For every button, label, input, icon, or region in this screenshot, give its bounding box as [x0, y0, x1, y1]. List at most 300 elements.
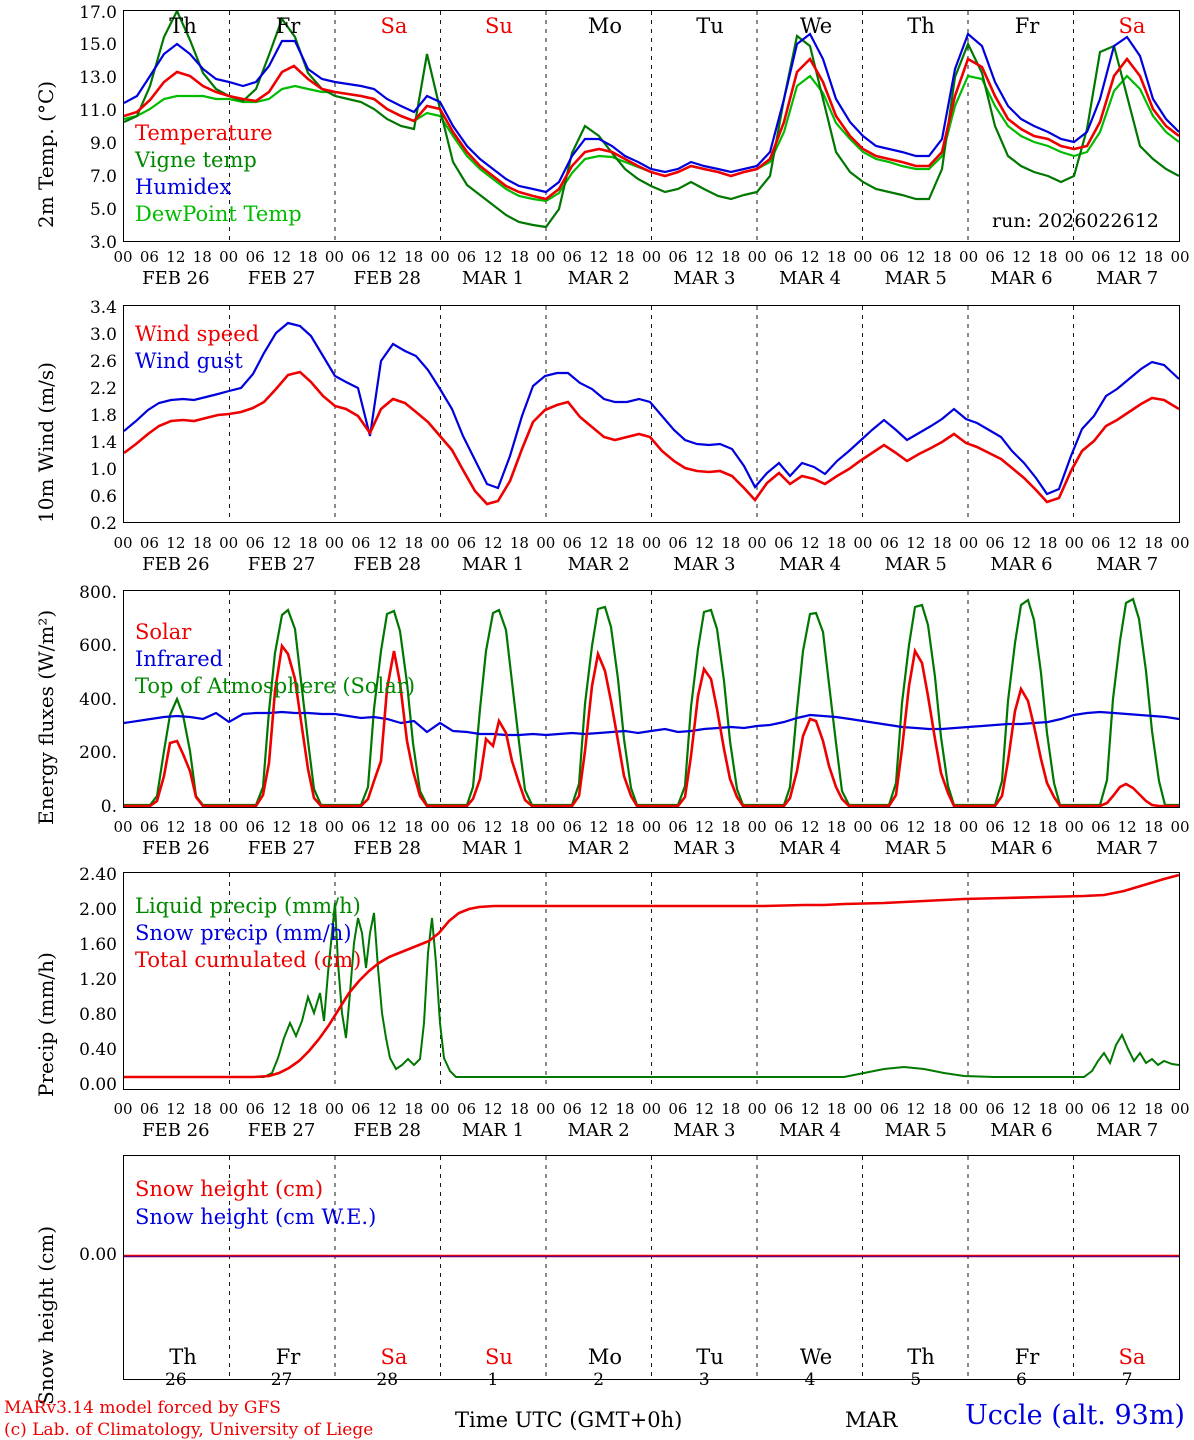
hour-tick: 06 [1091, 1100, 1111, 1118]
legend-infrared: Infrared [135, 647, 224, 671]
hour-tick: 00 [430, 818, 450, 836]
hour-tick: 18 [509, 1100, 529, 1118]
ytick-temp-0: 17.0 [79, 3, 117, 23]
hour-tick: 00 [219, 534, 239, 552]
hour-tick: 06 [879, 534, 899, 552]
hour-tick: 00 [959, 818, 979, 836]
panel-wind [0, 295, 1194, 545]
hour-tick: 12 [589, 534, 609, 552]
date-label: FEB 27 [247, 268, 316, 289]
hour-tick: 12 [1117, 534, 1137, 552]
hour-tick: 06 [774, 248, 794, 266]
hour-tick: 18 [826, 248, 847, 266]
xaxis-precip [0, 1100, 1194, 1140]
hour-tick: 18 [192, 248, 212, 266]
date-label: FEB 26 [142, 268, 210, 289]
date-label: MAR 2 [567, 268, 630, 289]
hour-tick: 18 [404, 818, 424, 836]
hour-tick: 06 [351, 534, 371, 552]
hour-tick: 18 [509, 534, 529, 552]
hour-tick: 12 [483, 248, 503, 266]
hour-tick: 12 [1011, 818, 1031, 836]
hour-tick: 00 [430, 534, 450, 552]
hour-tick: 06 [139, 1100, 159, 1118]
hour-tick: 18 [298, 248, 318, 266]
hour-tick: 18 [721, 534, 741, 552]
ytick-precip-5: 0.40 [79, 1040, 117, 1060]
hour-tick: 06 [985, 818, 1005, 836]
hour-tick: 18 [1144, 534, 1164, 552]
bottom-day-name-9: Sa [1118, 1345, 1146, 1369]
date-label: MAR 7 [1096, 268, 1159, 289]
hour-tick: 00 [1170, 534, 1190, 552]
hour-tick: 12 [1011, 1100, 1031, 1118]
bottom-day-name-1: Fr [275, 1345, 301, 1369]
axis-label-snow: Snow height (cm) [34, 1225, 58, 1405]
ytick-temp-4: 9.0 [89, 134, 117, 154]
ytick-temp-3: 11.0 [79, 101, 117, 121]
hour-tick: 06 [351, 248, 371, 266]
date-label: FEB 28 [353, 268, 421, 289]
hour-tick: 06 [245, 818, 265, 836]
hour-tick: 12 [1011, 534, 1031, 552]
date-label: FEB 28 [353, 838, 421, 859]
ytick-precip-4: 0.80 [79, 1005, 117, 1025]
hour-tick: 12 [694, 534, 714, 552]
panel-temperature [0, 0, 1194, 285]
hour-tick: 00 [641, 1100, 662, 1118]
hour-tick: 00 [959, 248, 979, 266]
ytick-wind-5: 1.4 [89, 433, 117, 453]
hour-tick: 18 [721, 818, 741, 836]
bottom-day-name-4: Mo [587, 1345, 623, 1369]
day-name-7: Th [907, 14, 935, 38]
hour-tick: 18 [404, 248, 424, 266]
hour-tick: 06 [985, 534, 1005, 552]
day-name-9: Sa [1118, 14, 1146, 38]
hour-tick: 00 [959, 1100, 979, 1118]
date-label: FEB 28 [353, 554, 421, 575]
bottom-day-number: 26 [165, 1370, 187, 1390]
hour-tick: 00 [1170, 1100, 1190, 1118]
hour-tick: 00 [1064, 534, 1084, 552]
hour-tick: 12 [800, 1100, 820, 1118]
hour-tick: 18 [1038, 1100, 1058, 1118]
hour-tick: 00 [641, 534, 662, 552]
ytick-temp-1: 15.0 [79, 35, 117, 55]
hour-tick: 00 [324, 818, 344, 836]
panel-snow [0, 1150, 1194, 1405]
hour-tick: 06 [456, 248, 477, 266]
legend-wind-speed: Wind speed [135, 322, 260, 346]
hour-tick: 12 [694, 1100, 714, 1118]
hour-tick: 06 [985, 1100, 1005, 1118]
ytick-temp-2: 13.0 [79, 68, 117, 88]
hour-tick: 12 [589, 248, 609, 266]
axis-label-wind: 10m Wind (m/s) [34, 362, 58, 523]
bottom-day-name-6: We [799, 1345, 833, 1369]
hour-tick: 00 [113, 534, 133, 552]
hour-tick: 06 [245, 248, 265, 266]
hour-tick: 12 [800, 534, 820, 552]
hour-tick: 00 [641, 248, 662, 266]
hour-tick: 12 [589, 818, 609, 836]
bottom-day-name-0: Th [169, 1345, 197, 1369]
hour-tick: 00 [113, 248, 133, 266]
station-label: Uccle (alt. 93m) [965, 1400, 1185, 1431]
hour-tick: 06 [668, 1100, 688, 1118]
hour-tick: 06 [774, 1100, 794, 1118]
hour-tick: 00 [853, 534, 873, 552]
date-label: MAR 1 [461, 554, 525, 575]
ytick-wind-4: 1.8 [89, 406, 117, 426]
hour-tick: 00 [747, 818, 767, 836]
hour-tick: 12 [272, 818, 292, 836]
ytick-precip-0: 2.40 [79, 865, 117, 885]
ytick-wind-0: 3.4 [89, 298, 117, 318]
xaxis-month: MAR [845, 1408, 898, 1432]
date-label: MAR 4 [778, 268, 842, 289]
hour-tick: 18 [826, 534, 847, 552]
hour-tick: 06 [139, 534, 159, 552]
hour-tick: 18 [932, 248, 952, 266]
hour-tick: 12 [377, 818, 397, 836]
xaxis-title: Time UTC (GMT+0h) [455, 1408, 683, 1432]
ytick-wind-7: 0.6 [89, 487, 117, 507]
ytick-precip-3: 1.20 [79, 970, 117, 990]
hour-tick: 06 [562, 534, 582, 552]
date-label: MAR 3 [673, 1120, 736, 1141]
legend-total-cumulated: Total cumulated (cm) [135, 948, 362, 972]
hour-tick: 18 [615, 248, 635, 266]
date-label: MAR 1 [461, 838, 525, 859]
hour-tick: 06 [774, 818, 794, 836]
hour-tick: 06 [245, 534, 265, 552]
legend-snow-precip: Snow precip (mm/h) [135, 921, 352, 945]
hour-tick: 00 [1064, 818, 1084, 836]
date-label: MAR 4 [778, 1120, 842, 1141]
date-label: FEB 26 [142, 838, 210, 859]
xaxis-temperature [0, 248, 1194, 288]
hour-tick: 00 [536, 1100, 556, 1118]
ytick-wind-3: 2.2 [89, 379, 117, 399]
date-label: FEB 27 [247, 838, 316, 859]
legend-snow-height-we: Snow height (cm W.E.) [135, 1205, 377, 1229]
energy-plot-svg [124, 591, 1179, 807]
hour-tick: 00 [113, 818, 133, 836]
hour-tick: 12 [166, 818, 186, 836]
day-name-6: We [799, 14, 833, 38]
hour-tick: 00 [219, 248, 239, 266]
hour-tick: 12 [906, 818, 926, 836]
wind-plot-svg [124, 306, 1179, 522]
hour-tick: 00 [853, 818, 873, 836]
legend-liquid-precip: Liquid precip (mm/h) [135, 894, 361, 918]
hour-tick: 06 [139, 248, 159, 266]
axis-label-energy: Energy fluxes (W/m²) [34, 609, 58, 825]
ytick-wind-2: 2.6 [89, 352, 117, 372]
bottom-day-name-2: Sa [380, 1345, 408, 1369]
hour-tick: 18 [298, 818, 318, 836]
hour-tick: 12 [166, 534, 186, 552]
plot-area-energy [123, 590, 1180, 808]
date-label: MAR 5 [884, 838, 947, 859]
legend-humidex: Humidex [135, 175, 232, 199]
hour-tick: 12 [800, 818, 820, 836]
hour-tick: 12 [1117, 248, 1137, 266]
ytick-temp-6: 5.0 [89, 200, 117, 220]
hour-tick: 00 [1064, 1100, 1084, 1118]
xaxis-wind [0, 534, 1194, 574]
hour-tick: 06 [562, 248, 582, 266]
date-label: MAR 6 [990, 268, 1053, 289]
hour-tick: 18 [404, 1100, 424, 1118]
date-label: MAR 2 [567, 838, 630, 859]
ytick-snow-0: 0.00 [79, 1245, 117, 1265]
date-label: MAR 2 [567, 1120, 630, 1141]
hour-tick: 12 [166, 248, 186, 266]
date-label: MAR 6 [990, 838, 1053, 859]
hour-tick: 18 [1038, 534, 1058, 552]
hour-tick: 12 [906, 534, 926, 552]
hour-tick: 06 [668, 818, 688, 836]
hour-tick: 12 [272, 1100, 292, 1118]
ytick-precip-2: 1.60 [79, 935, 117, 955]
hour-tick: 06 [245, 1100, 265, 1118]
hour-tick: 12 [1011, 248, 1031, 266]
hour-tick: 12 [694, 818, 714, 836]
legend-temperature: Temperature [135, 121, 273, 145]
plot-area-wind [123, 305, 1180, 523]
hour-tick: 12 [483, 818, 503, 836]
bottom-day-name-3: Su [485, 1345, 513, 1369]
ytick-temp-7: 3.0 [89, 233, 117, 253]
hour-tick: 18 [826, 818, 847, 836]
bottom-day-number: 7 [1121, 1370, 1133, 1390]
hour-tick: 00 [536, 818, 556, 836]
hour-tick: 00 [1064, 248, 1084, 266]
day-name-4: Mo [587, 14, 623, 38]
hour-tick: 06 [668, 534, 688, 552]
hour-tick: 06 [351, 818, 371, 836]
day-name-1: Fr [275, 14, 301, 38]
day-name-2: Sa [380, 14, 408, 38]
date-label: MAR 6 [990, 554, 1053, 575]
hour-tick: 18 [1144, 818, 1164, 836]
date-label: FEB 27 [247, 1120, 316, 1141]
hour-tick: 12 [1117, 818, 1137, 836]
hour-tick: 00 [853, 1100, 873, 1118]
legend-snow-height: Snow height (cm) [135, 1177, 324, 1201]
hour-tick: 18 [404, 534, 424, 552]
date-label: MAR 2 [567, 554, 630, 575]
bottom-day-name-7: Th [907, 1345, 935, 1369]
legend-dewpoint-temp: DewPoint Temp [135, 202, 302, 226]
run-label: run: 2026022612 [992, 210, 1159, 232]
hour-tick: 00 [959, 534, 979, 552]
hour-tick: 18 [192, 534, 212, 552]
hour-tick: 06 [668, 248, 688, 266]
ytick-energy-1: 600. [79, 636, 117, 656]
hour-tick: 12 [377, 248, 397, 266]
hour-tick: 12 [377, 1100, 397, 1118]
date-label: FEB 28 [353, 1120, 421, 1141]
axis-label-temp: 2m Temp. (°C) [34, 80, 58, 228]
hour-tick: 12 [800, 248, 820, 266]
hour-tick: 12 [166, 1100, 186, 1118]
date-label: MAR 1 [461, 268, 525, 289]
hour-tick: 12 [483, 1100, 503, 1118]
panel-precip [0, 862, 1194, 1112]
hour-tick: 00 [853, 248, 873, 266]
hour-tick: 18 [1038, 248, 1058, 266]
hour-tick: 18 [1144, 248, 1164, 266]
hour-tick: 06 [351, 1100, 371, 1118]
hour-tick: 00 [536, 248, 556, 266]
hour-tick: 06 [879, 248, 899, 266]
hour-tick: 00 [747, 534, 767, 552]
date-label: MAR 3 [673, 554, 736, 575]
hour-tick: 18 [721, 248, 741, 266]
hour-tick: 12 [483, 534, 503, 552]
hour-tick: 00 [219, 1100, 239, 1118]
hour-tick: 18 [509, 248, 529, 266]
hour-tick: 18 [615, 818, 635, 836]
date-label: FEB 26 [142, 1120, 210, 1141]
hour-tick: 00 [324, 534, 344, 552]
hour-tick: 06 [562, 1100, 582, 1118]
date-label: MAR 7 [1096, 1120, 1159, 1141]
bottom-day-number: 6 [1016, 1370, 1027, 1390]
hour-tick: 00 [747, 1100, 767, 1118]
legend-wind-gust: Wind gust [135, 349, 243, 373]
bottom-day-name-5: Tu [696, 1345, 724, 1369]
hour-tick: 12 [589, 1100, 609, 1118]
hour-tick: 06 [456, 1100, 477, 1118]
bottom-day-number: 4 [804, 1370, 816, 1390]
hour-tick: 18 [932, 534, 952, 552]
ytick-precip-1: 2.00 [79, 900, 117, 920]
bottom-day-number: 28 [376, 1370, 399, 1390]
hour-tick: 18 [932, 1100, 952, 1118]
hour-tick: 12 [272, 248, 292, 266]
bottom-day-name-8: Fr [1014, 1345, 1040, 1369]
hour-tick: 12 [1117, 1100, 1137, 1118]
date-label: MAR 4 [778, 554, 842, 575]
hour-tick: 18 [509, 818, 529, 836]
hour-tick: 00 [536, 534, 556, 552]
hour-tick: 06 [456, 818, 477, 836]
date-label: MAR 3 [673, 838, 736, 859]
hour-tick: 18 [192, 818, 212, 836]
day-name-8: Fr [1014, 14, 1040, 38]
hour-tick: 06 [456, 534, 477, 552]
hour-tick: 12 [906, 1100, 926, 1118]
hour-tick: 12 [906, 248, 926, 266]
ytick-energy-4: 0. [100, 797, 117, 817]
date-label: MAR 7 [1096, 554, 1159, 575]
hour-tick: 06 [879, 818, 899, 836]
hour-tick: 18 [1144, 1100, 1164, 1118]
ytick-temp-5: 7.0 [89, 167, 117, 187]
hour-tick: 00 [219, 818, 239, 836]
legend-vigne-temp: Vigne temp [135, 148, 257, 172]
day-name-5: Tu [696, 14, 724, 38]
date-label: MAR 7 [1096, 838, 1159, 859]
hour-tick: 00 [1170, 248, 1190, 266]
date-label: MAR 3 [673, 268, 736, 289]
ytick-energy-2: 400. [79, 690, 117, 710]
hour-tick: 12 [377, 534, 397, 552]
date-label: MAR 1 [461, 1120, 525, 1141]
axis-label-precip: Precip (mm/h) [34, 952, 58, 1097]
hour-tick: 00 [324, 1100, 344, 1118]
hour-tick: 00 [430, 1100, 450, 1118]
hour-tick: 18 [298, 534, 318, 552]
hour-tick: 18 [1038, 818, 1058, 836]
day-name-3: Su [485, 14, 513, 38]
hour-tick: 00 [1170, 818, 1190, 836]
legend-solar: Solar [135, 620, 192, 644]
day-name-0: Th [169, 14, 197, 38]
bottom-day-number: 3 [698, 1370, 710, 1390]
date-label: FEB 26 [142, 554, 210, 575]
date-label: MAR 4 [778, 838, 842, 859]
hour-tick: 06 [985, 248, 1005, 266]
hour-tick: 12 [694, 248, 714, 266]
hour-tick: 06 [139, 818, 159, 836]
hour-tick: 06 [774, 534, 794, 552]
hour-tick: 18 [721, 1100, 741, 1118]
ytick-precip-6: 0.00 [79, 1075, 117, 1095]
hour-tick: 18 [932, 818, 952, 836]
panel-energy [0, 580, 1194, 830]
hour-tick: 06 [1091, 534, 1111, 552]
legend-toa-solar: Top of Atmosphere (Solar) [135, 674, 416, 698]
ytick-energy-0: 800. [79, 583, 117, 603]
hour-tick: 00 [430, 248, 450, 266]
footer-model: MARv3.14 model forced by GFS [4, 1398, 281, 1418]
date-label: MAR 5 [884, 1120, 947, 1141]
bottom-day-number: 27 [270, 1370, 293, 1390]
hour-tick: 06 [1091, 248, 1111, 266]
hour-tick: 18 [826, 1100, 847, 1118]
hour-tick: 18 [192, 1100, 212, 1118]
date-label: MAR 5 [884, 554, 947, 575]
xaxis-energy [0, 818, 1194, 858]
hour-tick: 06 [1091, 818, 1111, 836]
date-label: FEB 27 [247, 554, 316, 575]
bottom-day-number: 2 [593, 1370, 605, 1390]
hour-tick: 00 [747, 248, 767, 266]
hour-tick: 18 [615, 1100, 635, 1118]
date-label: MAR 5 [884, 268, 947, 289]
bottom-day-number: 5 [910, 1370, 922, 1390]
bottom-day-number: 1 [487, 1370, 499, 1390]
hour-tick: 12 [272, 534, 292, 552]
footer-copyright: (c) Lab. of Climatology, University of Liege [4, 1420, 374, 1440]
ytick-wind-1: 3.0 [89, 325, 117, 345]
hour-tick: 06 [879, 1100, 899, 1118]
hour-tick: 18 [298, 1100, 318, 1118]
ytick-energy-3: 200. [79, 743, 117, 763]
bottom-day-numbers [0, 1370, 1194, 1396]
hour-tick: 00 [113, 1100, 133, 1118]
ytick-wind-8: 0.2 [89, 514, 117, 534]
hour-tick: 18 [615, 534, 635, 552]
date-label: MAR 6 [990, 1120, 1053, 1141]
hour-tick: 00 [641, 818, 662, 836]
